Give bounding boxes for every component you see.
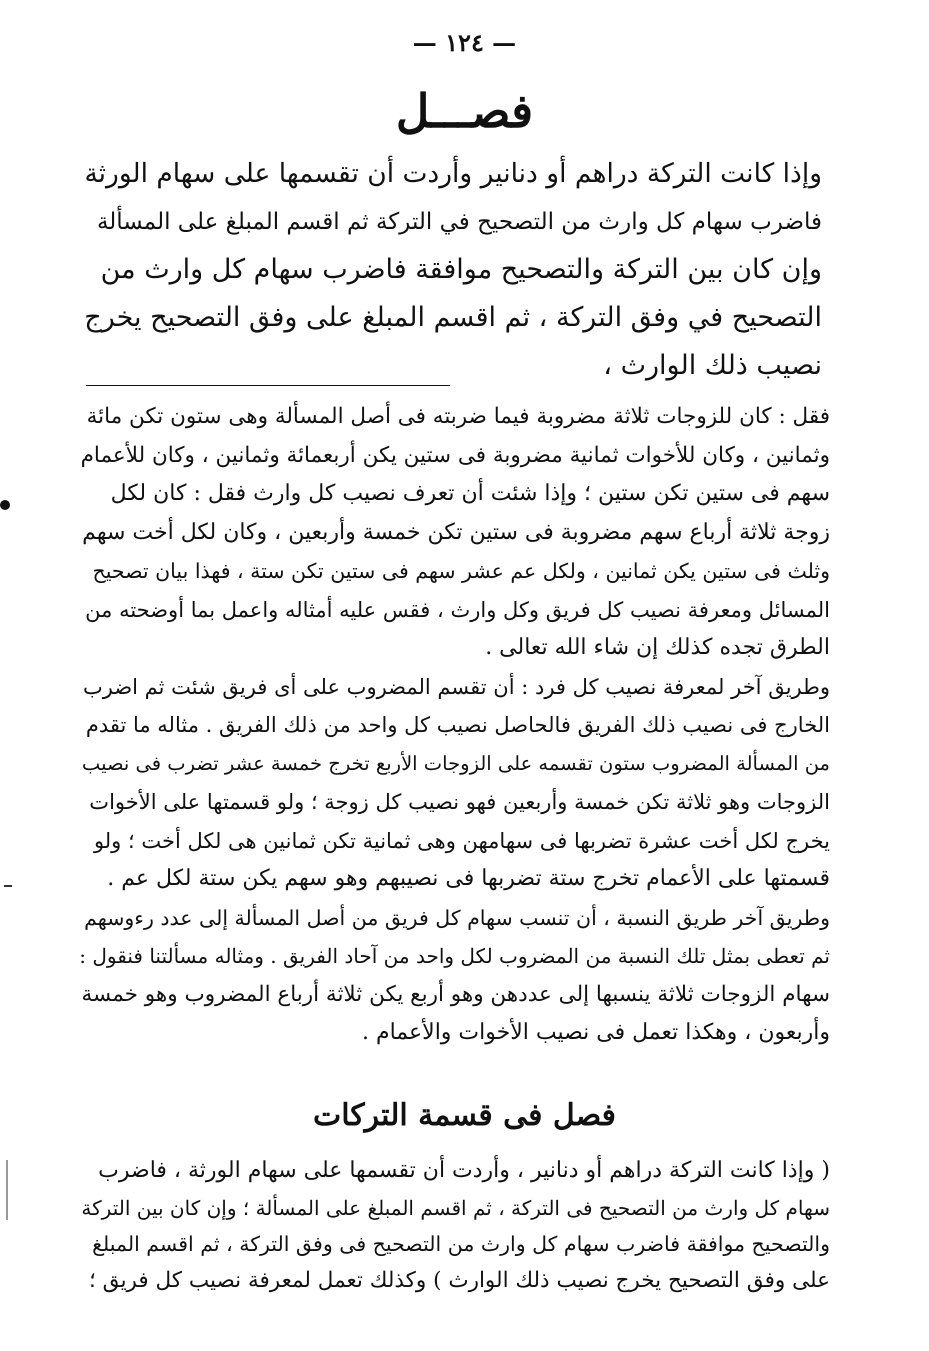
section-text-line: سهام كل وارث من التصحيح فى التركة ، ثم اقسم المبلغ على المسألة ؛ وإن كان بين التركة: [81, 1195, 830, 1220]
main-text: [82, 150, 822, 390]
page-number: — ١٢٤ —: [412, 28, 517, 57]
main-text-line: فاضرب سهام كل وارث من التصحيح في التركة ثم اقسم المبلغ على المسألة: [96, 209, 822, 235]
commentary-line: وطريق آخر طريق النسبة ، أن تنسب سهام كل فريق من أصل المسألة إلى عدد رءوسهم: [84, 905, 830, 930]
scan-artifact: [6, 1160, 8, 1220]
main-text-line: نصيب ذلك الوارث ،: [603, 350, 822, 381]
commentary-line: قسمتها على الأعمام تخرج ستة تضربها فى نصيبهم وهو سهم يكن ستة لكل عم .: [107, 866, 830, 891]
commentary-line: وثمانين ، وكان للأخوات ثمانية مضروبة فى ستين يكن أربعمائة وثمانين ، وكان للأعمام: [80, 442, 830, 468]
commentary-line: سهام الزوجات ثلاثة ينسبها إلى عددهن وهو أربع يكن ثلاثة أرباع المضروب وهو خمسة: [81, 981, 830, 1007]
commentary-line: يخرج لكل أخت عشرة تضربها فى سهامهن وهى ثمانية تكن ثمانين هى لكل أخت ؛ ولو: [93, 828, 830, 853]
chapter-title: فصـــل: [395, 84, 534, 138]
section-text-line: والتصحيح موافقة فاضرب سهام كل وارث من التصحيح فى وفق التركة ، ثم اقسم المبلغ: [92, 1232, 830, 1256]
commentary-line: المسائل ومعرفة نصيب كل فريق وكل وارث ، فقس عليه أمثاله واعمل بما أوضحته من: [85, 597, 830, 622]
text-divider: [86, 385, 450, 386]
main-text-line: التصحيح في وفق التركة ، ثم اقسم المبلغ على وفق التصحيح يخرج: [84, 302, 822, 333]
scan-artifact: [4, 885, 12, 887]
commentary-line: وأربعون ، وهكذا تعمل فى نصيب الأخوات والأعمام .: [361, 1020, 830, 1045]
commentary-line: سهم فى ستين تكن ستين ؛ وإذا شئت أن تعرف نصيب كل وارث فقل : كان لكل: [110, 481, 830, 506]
commentary-line: فقل : كان للزوجات ثلاثة مضروبة فيما ضربته فى أصل المسألة وهى ستون تكن مائة: [86, 404, 830, 429]
section-text-line: ( وإذا كانت التركة دراهم أو دنانير ، وأردت أن تقسمها على سهام الورثة ، فاضرب: [98, 1158, 830, 1183]
section-title: فصل فى قسمة التركات: [312, 1098, 617, 1133]
commentary-text: [78, 398, 830, 1053]
main-text-line: وإن كان بين التركة والتصحيح موافقة فاضرب سهام كل وارث من: [100, 254, 822, 285]
main-text-line: وإذا كانت التركة دراهم أو دنانير وأردت أن تقسمها على سهام الورثة: [84, 158, 822, 189]
commentary-line: الخارج فى نصيب ذلك الفريق فالحاصل نصيب كل واحد من ذلك الفريق . مثاله ما تقدم: [85, 713, 830, 737]
scan-artifact: [0, 500, 10, 510]
commentary-line: من المسألة المضروب ستون تقسمه على الزوجات الأربع تخرج خمسة عشر تضرب فى نصيب: [81, 751, 830, 775]
commentary-line: زوجة ثلاثة أرباع سهم مضروبة فى ستين تكن خمسة وأربعين ، وكان لكل أخت سهم: [82, 519, 830, 545]
commentary-line: الطرق تجده كذلك إن شاء الله تعالى .: [485, 635, 830, 660]
commentary-line: ثم تعطى بمثل تلك النسبة من المضروب لكل واحد من آحاد الفريق . ومثاله مسألتنا فنقول :: [79, 944, 830, 968]
commentary-line: الزوجات وهو ثلاثة تكن خمسة وأربعين فهو نصيب كل زوجة ؛ ولو قسمتها على الأخوات: [89, 790, 830, 814]
section-text: [78, 1153, 830, 1299]
commentary-line: وثلث فى ستين يكن ثمانين ، ولكل عم عشر سهم فى ستين تكن ستة ، فهذا بيان تصحيح: [92, 559, 830, 583]
commentary-line: وطريق آخر لمعرفة نصيب كل فرد : أن تقسم المضروب على أى فريق شئت ثم اضرب: [82, 674, 830, 699]
section-text-line: على وفق التصحيح يخرج نصيب ذلك الوارث ) وكذلك تعمل لمعرفة نصيب كل فريق ؛: [88, 1267, 830, 1293]
